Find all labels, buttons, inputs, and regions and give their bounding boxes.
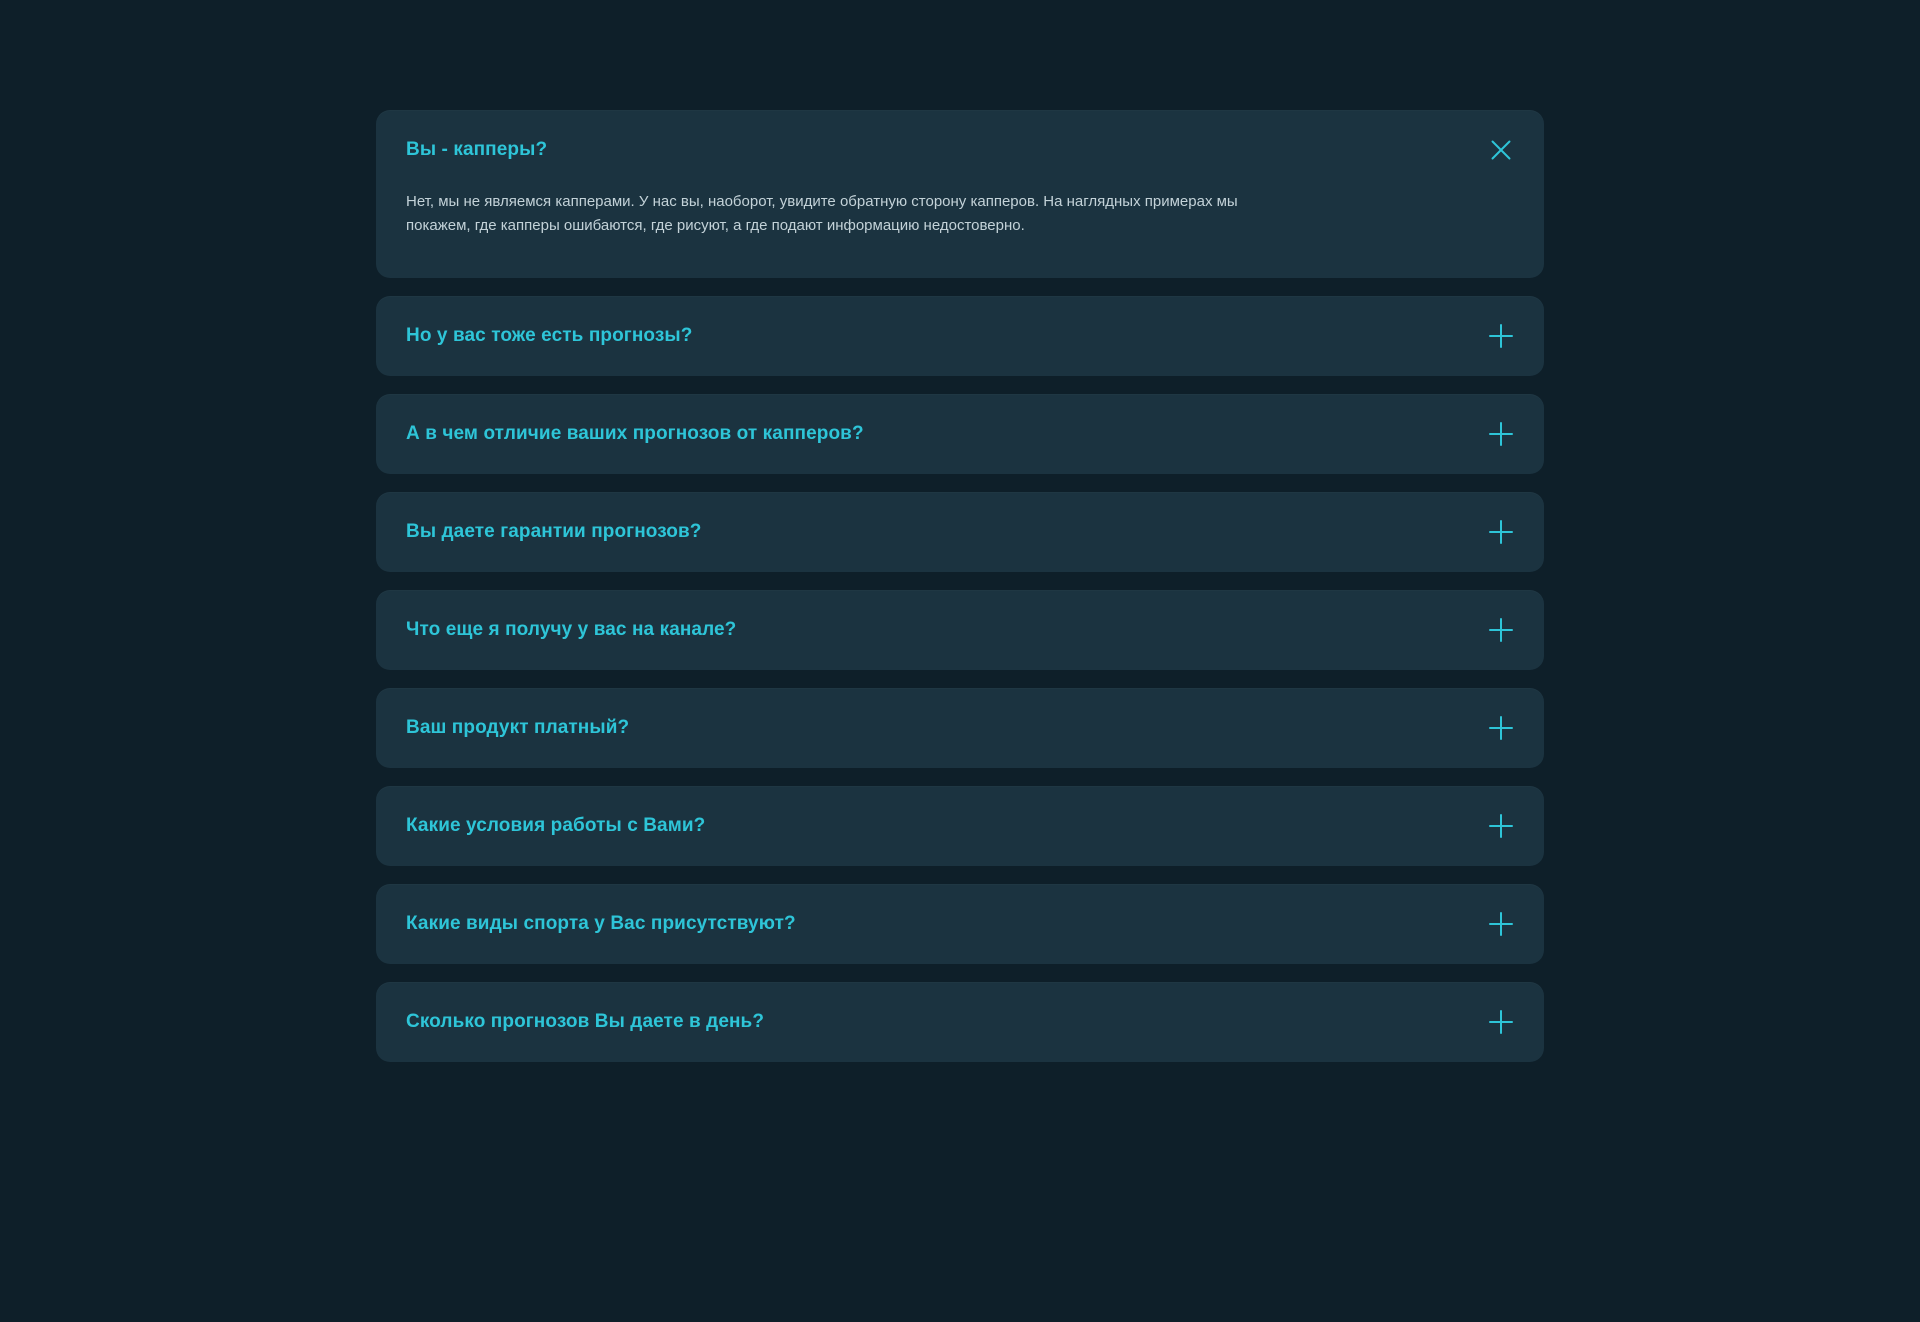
- faq-question: Что еще я получу у вас на канале?: [406, 618, 737, 640]
- faq-answer: Нет, мы не являемся капперами. У нас вы, наоборот, увидите обратную сторону капперов. На наглядных примерах мы покажем, где капперы ошибаются, где рисуют, а где подают информацию недостоверно.: [406, 193, 1238, 234]
- faq-item-header[interactable]: [406, 982, 1514, 1062]
- faq-item[interactable]: [376, 982, 1544, 1062]
- faq-item[interactable]: [376, 492, 1544, 572]
- faq-item-header[interactable]: [406, 394, 1514, 474]
- faq-item-header[interactable]: [406, 786, 1514, 866]
- plus-icon[interactable]: [1488, 421, 1514, 447]
- faq-question: Но у вас тоже есть прогнозы?: [406, 324, 693, 346]
- faq-item[interactable]: [376, 590, 1544, 670]
- faq-item[interactable]: [376, 296, 1544, 376]
- faq-item-header[interactable]: [406, 110, 1514, 190]
- close-icon[interactable]: [1488, 137, 1514, 163]
- faq-question: А в чем отличие ваших прогнозов от капперов?: [406, 422, 864, 444]
- faq-item[interactable]: [376, 884, 1544, 964]
- plus-icon[interactable]: [1488, 617, 1514, 643]
- plus-icon[interactable]: [1488, 1009, 1514, 1035]
- plus-icon[interactable]: [1488, 519, 1514, 545]
- faq-item-header[interactable]: [406, 884, 1514, 964]
- plus-icon[interactable]: [1488, 813, 1514, 839]
- faq-item-header[interactable]: [406, 688, 1514, 768]
- faq-question: Какие условия работы с Вами?: [406, 814, 706, 836]
- faq-question: Вы - капперы?: [406, 138, 548, 160]
- faq-item[interactable]: [376, 688, 1544, 768]
- faq-question: Сколько прогнозов Вы даете в день?: [406, 1010, 765, 1032]
- faq-question: Какие виды спорта у Вас присутствуют?: [406, 912, 796, 934]
- faq-item[interactable]: [376, 394, 1544, 474]
- faq-question: Ваш продукт платный?: [406, 716, 630, 738]
- plus-icon[interactable]: [1488, 323, 1514, 349]
- faq-accordion: [376, 110, 1544, 1080]
- faq-item[interactable]: [376, 786, 1544, 866]
- faq-item[interactable]: [376, 110, 1544, 278]
- faq-item-header[interactable]: [406, 296, 1514, 376]
- faq-question: Вы даете гарантии прогнозов?: [406, 520, 702, 542]
- plus-icon[interactable]: [1488, 715, 1514, 741]
- faq-item-header[interactable]: [406, 590, 1514, 670]
- plus-icon[interactable]: [1488, 911, 1514, 937]
- faq-item-header[interactable]: [406, 492, 1514, 572]
